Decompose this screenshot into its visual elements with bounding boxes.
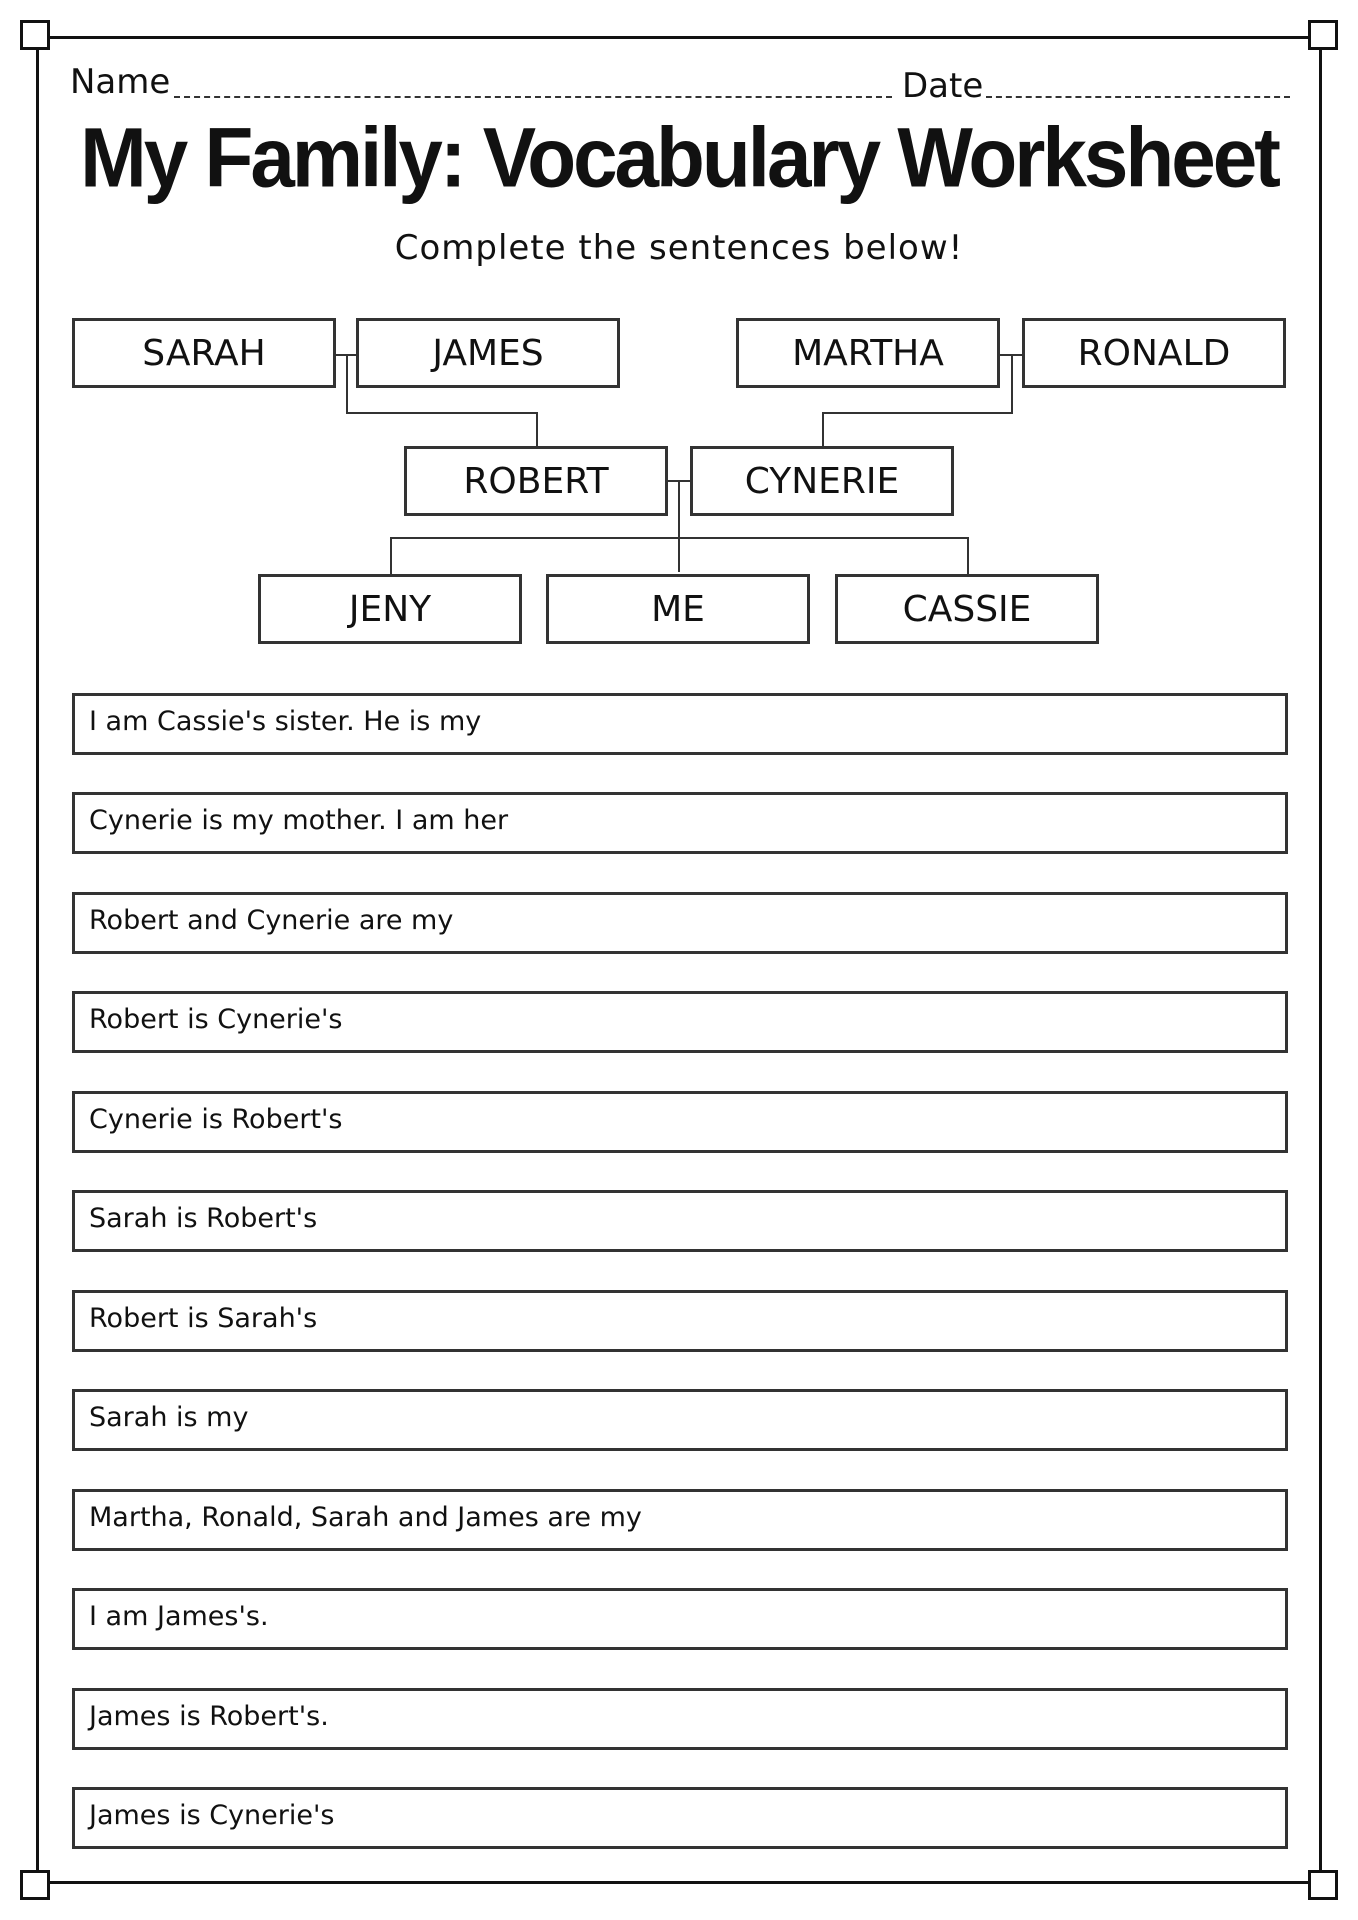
sentence-box[interactable]: I am Cassie's sister. He is my — [72, 693, 1288, 755]
tree-connector — [967, 537, 969, 575]
sentence-box[interactable]: Cynerie is Robert's — [72, 1091, 1288, 1153]
tree-box-martha: MARTHA — [736, 318, 1000, 388]
tree-connector — [822, 412, 1013, 414]
tree-box-sarah: SARAH — [72, 318, 336, 388]
tree-connector — [390, 537, 968, 539]
tree-connector — [822, 412, 824, 446]
date-label: Date — [902, 66, 984, 106]
tree-box-ronald: RONALD — [1022, 318, 1286, 388]
sentence-box[interactable]: Cynerie is my mother. I am her — [72, 792, 1288, 854]
tree-connector — [536, 412, 538, 446]
sentence-box[interactable]: Robert is Sarah's — [72, 1290, 1288, 1352]
tree-connector — [346, 412, 538, 414]
tree-connector — [346, 354, 348, 414]
sentence-box[interactable]: I am James's. — [72, 1588, 1288, 1650]
tree-connector — [678, 480, 680, 572]
tree-box-robert: ROBERT — [404, 446, 668, 516]
instructions: Complete the sentences below! — [394, 228, 964, 268]
tree-box-james: JAMES — [356, 318, 620, 388]
tree-box-jeny: JENY — [258, 574, 522, 644]
sentence-box[interactable]: Robert and Cynerie are my — [72, 892, 1288, 954]
sentence-box[interactable]: Robert is Cynerie's — [72, 991, 1288, 1053]
tree-box-cynerie: CYNERIE — [690, 446, 954, 516]
tree-connector — [1011, 354, 1013, 414]
sentence-box[interactable]: James is Cynerie's — [72, 1787, 1288, 1849]
page-title: My Family: Vocabulary Worksheet — [80, 110, 1278, 205]
tree-box-me: ME — [546, 574, 810, 644]
corner-decoration — [20, 1870, 50, 1900]
tree-connector — [390, 537, 392, 575]
sentence-box[interactable]: Sarah is my — [72, 1389, 1288, 1451]
tree-box-cassie: CASSIE — [835, 574, 1099, 644]
name-label: Name — [70, 62, 171, 102]
family-tree — [0, 0, 1358, 660]
sentence-box[interactable]: James is Robert's. — [72, 1688, 1288, 1750]
sentence-box[interactable]: Martha, Ronald, Sarah and James are my — [72, 1489, 1288, 1551]
sentence-box[interactable]: Sarah is Robert's — [72, 1190, 1288, 1252]
corner-decoration — [1308, 1870, 1338, 1900]
